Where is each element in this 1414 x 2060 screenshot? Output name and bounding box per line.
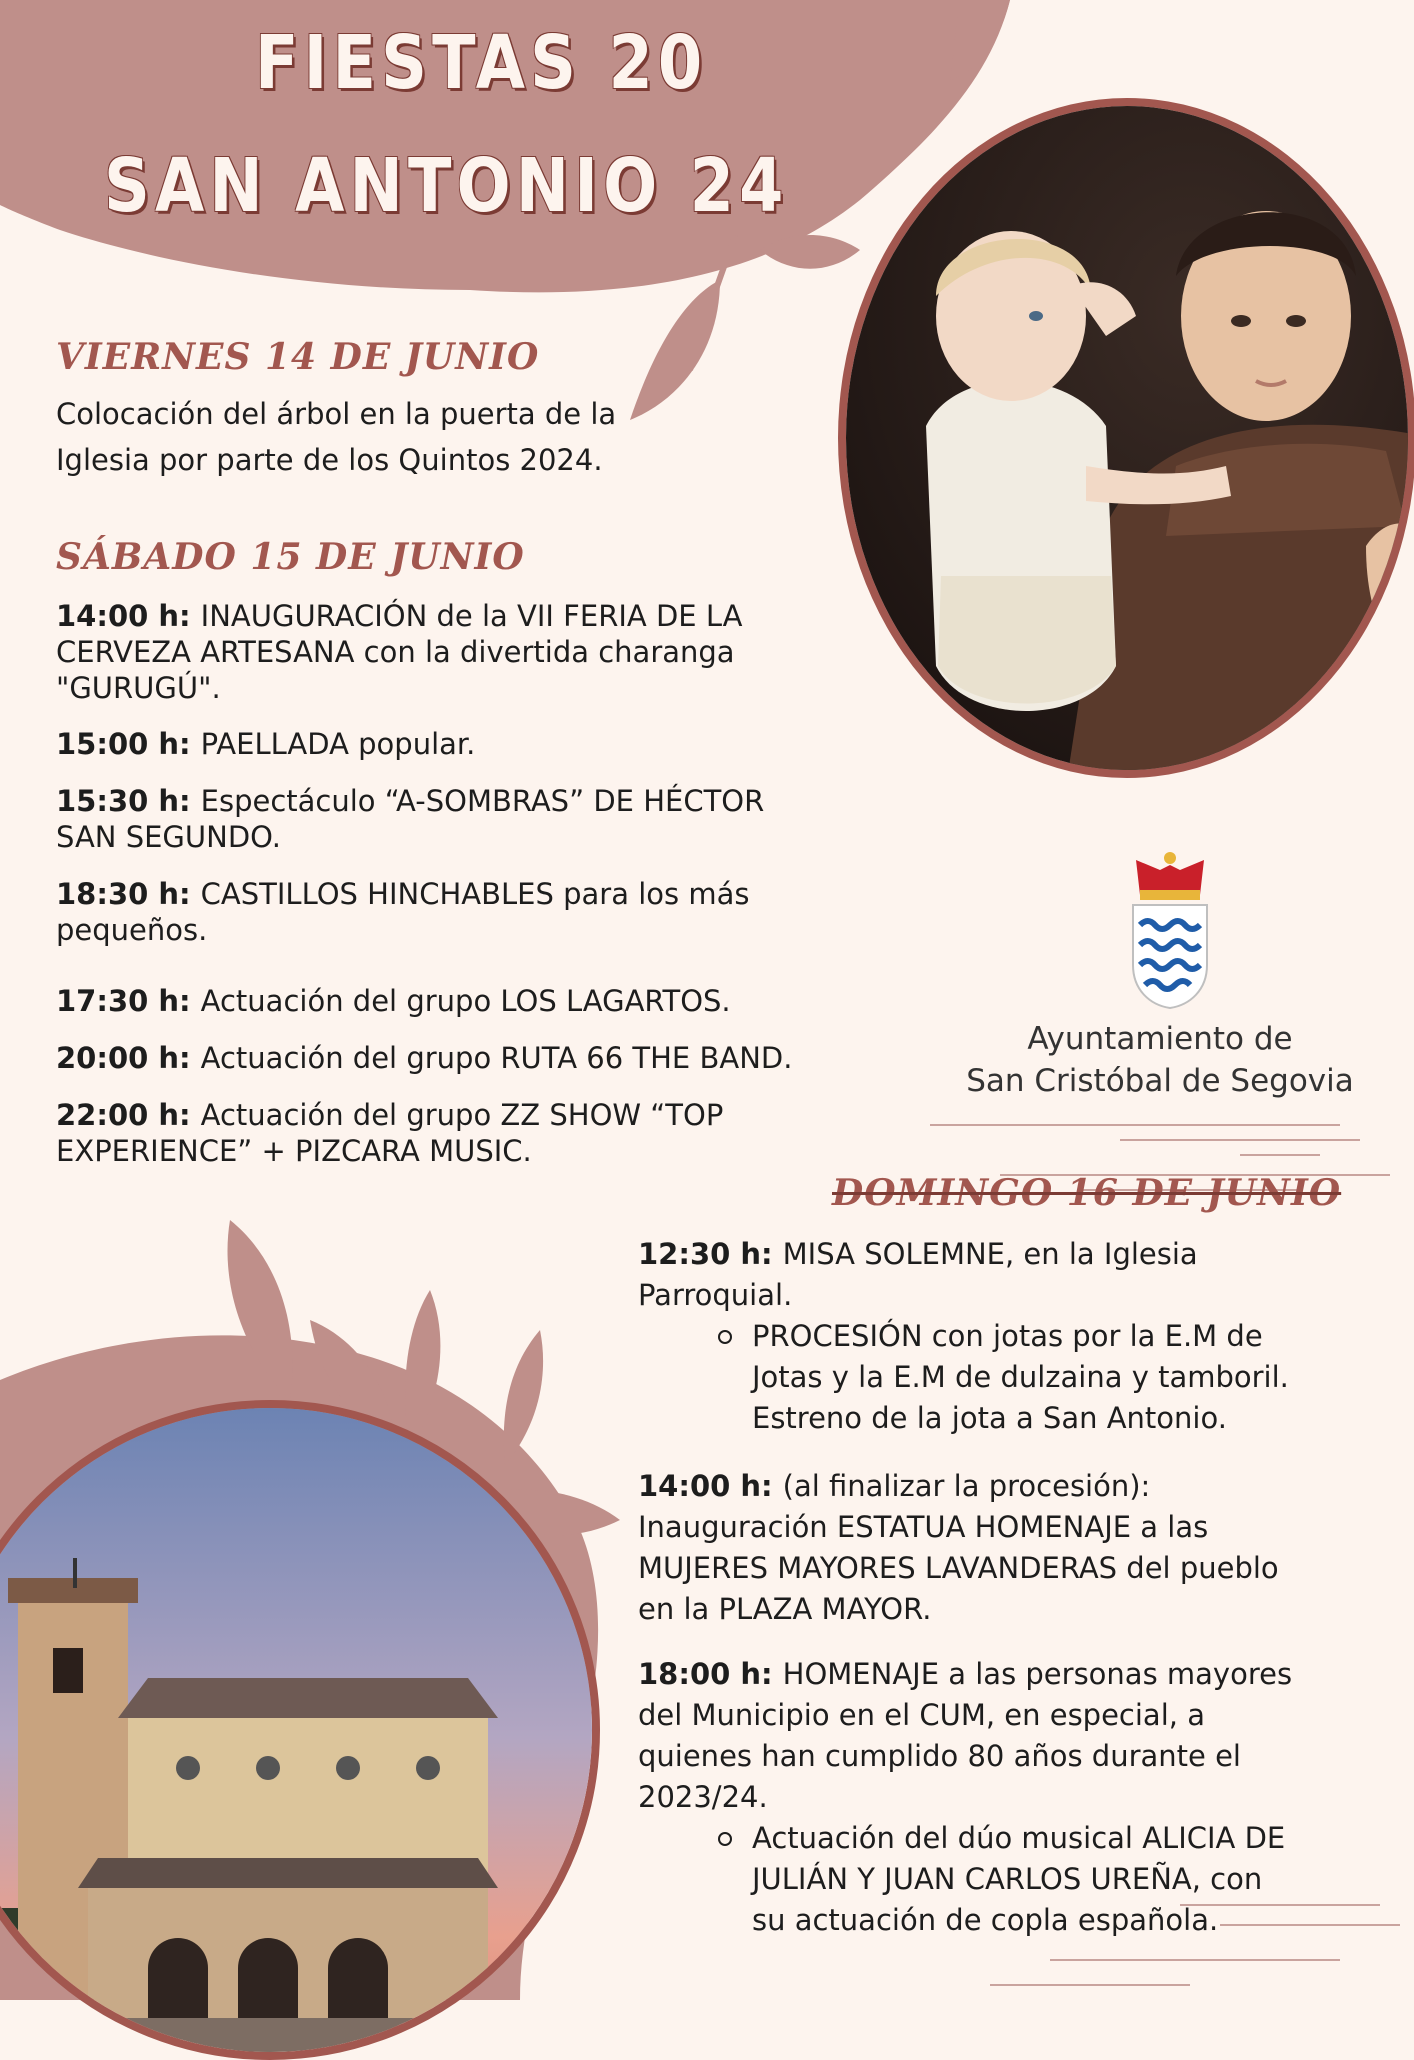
event-text-cont: Inauguración ESTATUA HOMENAJE a las — [638, 1510, 1209, 1544]
bullet-text: PROCESIÓN con jotas por la E.M de — [752, 1319, 1263, 1353]
event-time: 22:00 h: — [56, 1098, 191, 1132]
event-text: (al finalizar la procesión): — [782, 1469, 1151, 1503]
event-text-cont: quienes han cumplido 80 años durante el — [638, 1739, 1241, 1773]
friday-line-2: Iglesia por parte de los Quintos 2024. — [56, 443, 603, 477]
bullet-text: JULIÁN Y JUAN CARLOS UREÑA, con — [752, 1862, 1263, 1896]
event-text-cont: MUJERES MAYORES LAVANDERAS del pueblo — [638, 1551, 1279, 1585]
event-time: 20:00 h: — [56, 1041, 191, 1075]
title-line-1: FIESTAS 20 — [255, 20, 708, 106]
event-text: MISA SOLEMNE, en la Iglesia — [782, 1237, 1198, 1271]
event-text: Actuación del grupo RUTA 66 THE BAND. — [200, 1041, 793, 1075]
sunday-heading: DOMINGO 16 DE JUNIO — [832, 1172, 1342, 1214]
event-text: PAELLADA popular. — [200, 727, 476, 761]
saturday-event-1400 — [56, 598, 742, 706]
sunday-event-1800 — [638, 1654, 1292, 1818]
sunday-bullet-duo — [752, 1818, 1285, 1941]
saturday-event-1530 — [56, 783, 764, 855]
event-text-cont: CERVEZA ARTESANA con la divertida charanga — [56, 635, 735, 669]
saturday-event-1830 — [56, 876, 749, 948]
event-text: INAUGURACIÓN de la VII FERIA DE LA — [200, 599, 743, 633]
saint-anthony-statue-photo — [838, 98, 1414, 778]
sunday-event-1230 — [638, 1234, 1198, 1316]
event-text: Espectáculo “A-SOMBRAS” DE HÉCTOR — [200, 784, 765, 818]
event-text-cont: Parroquial. — [638, 1278, 793, 1312]
saturday-heading: SÁBADO 15 DE JUNIO — [56, 536, 525, 578]
event-text-cont: del Municipio en el CUM, en especial, a — [638, 1698, 1205, 1732]
event-time: 14:00 h: — [56, 599, 191, 633]
event-time: 12:30 h: — [638, 1237, 773, 1271]
event-time: 18:00 h: — [638, 1657, 773, 1691]
bullet-icon — [718, 1330, 732, 1344]
event-time: 15:00 h: — [56, 727, 191, 761]
council-name — [940, 1018, 1380, 1102]
sunday-bullet-procession — [752, 1316, 1289, 1439]
event-time: 18:30 h: — [56, 877, 191, 911]
council-line-2: San Cristóbal de Segovia — [966, 1063, 1354, 1099]
event-text: Actuación del grupo ZZ SHOW “TOP — [200, 1098, 724, 1132]
saturday-event-2000 — [56, 1040, 792, 1076]
bullet-text: Actuación del dúo musical ALICIA DE — [752, 1821, 1286, 1855]
event-text-cont: SAN SEGUNDO. — [56, 820, 282, 854]
sunday-event-1400 — [638, 1466, 1279, 1630]
event-text: Actuación del grupo LOS LAGARTOS. — [200, 984, 731, 1018]
event-time: 17:30 h: — [56, 984, 191, 1018]
event-time: 14:00 h: — [638, 1469, 773, 1503]
saturday-event-1500 — [56, 726, 475, 762]
coat-of-arms-icon — [1133, 852, 1207, 1008]
bullet-text: Estreno de la jota a San Antonio. — [752, 1401, 1227, 1435]
event-text-cont: EXPERIENCE” + PIZCARA MUSIC. — [56, 1134, 532, 1168]
friday-heading: VIERNES 14 DE JUNIO — [56, 336, 540, 378]
title-line-2: SAN ANTONIO 24 — [104, 143, 789, 229]
event-text: HOMENAJE a las personas mayores — [782, 1657, 1293, 1691]
event-time: 15:30 h: — [56, 784, 191, 818]
bullet-icon — [718, 1832, 732, 1846]
friday-line-1: Colocación del árbol en la puerta de la — [56, 397, 617, 431]
event-text-cont: 2023/24. — [638, 1780, 768, 1814]
bullet-text: Jotas y la E.M de dulzaina y tamboril. — [752, 1360, 1289, 1394]
council-line-1: Ayuntamiento de — [1027, 1021, 1293, 1057]
saturday-event-1730 — [56, 983, 731, 1019]
event-text: CASTILLOS HINCHABLES para los más — [200, 877, 750, 911]
event-text-cont: en la PLAZA MAYOR. — [638, 1592, 932, 1626]
event-text-cont: "GURUGÚ". — [56, 671, 221, 705]
event-text-cont: pequeños. — [56, 913, 208, 947]
saturday-event-2200 — [56, 1097, 723, 1169]
bullet-text: su actuación de copla española. — [752, 1903, 1219, 1937]
